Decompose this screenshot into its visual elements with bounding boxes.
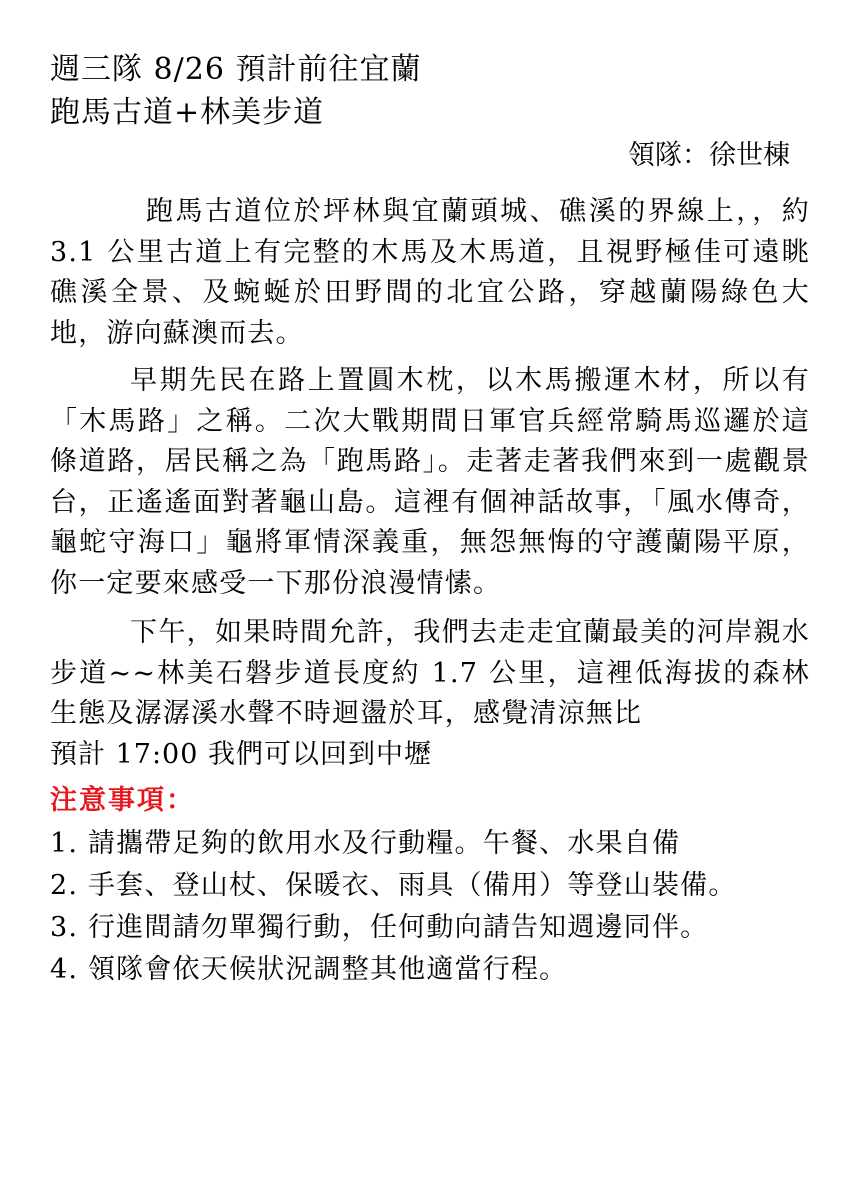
notes-item: 4. 領隊會依天候狀況調整其他適當行程。: [50, 954, 568, 985]
paragraph-afternoon: 下午，如果時間允許，我們去走走宜蘭最美的河岸親水步道~~林美石磐步道長度約 1.7 公里，這裡低海拔的森林生態及潺潺溪水聲不時迴盪於耳，感覺清涼無比: [50, 617, 810, 729]
notes-item: 3. 行進間請勿單獨行動，任何動向請告知週邊同伴。: [50, 912, 709, 943]
paragraph-history: 早期先民在路上置圓木枕，以木馬搬運木材，所以有「木馬路」之稱。二次大戰期間日軍官兵經常騎馬巡邏於這條道路，居民稱之為「跑馬路」。走著走著我們來到一處觀景台，正遙遙面對著龜山島。這裡有個神話故事，「風水傳奇，龜蛇守海口」龜將軍情深義重，無怨無悔的守護蘭陽平原，你一定要來感受一下那份浪漫情愫。: [50, 365, 810, 599]
paragraph-intro: 跑馬古道位於坪林與宜蘭頭城、礁溪的界線上，，約 3.1 公里古道上有完整的木馬及木馬道，且視野極佳可遠眺礁溪全景、及蜿蜒於田野間的北宜公路，穿越蘭陽綠色大地，游向蘇澳而去。: [50, 196, 810, 349]
title-line-1: 週三隊 8/26 預計前往宜蘭: [50, 52, 422, 87]
notes-list: [50, 823, 810, 991]
notes-item: 2. 手套、登山杖、保暖衣、雨具（備用）等登山裝備。: [50, 870, 737, 901]
leader-name: 領隊：徐世棟: [628, 140, 790, 171]
notes-item: 1. 請攜帶足夠的飲用水及行動糧。午餐、水果自備: [50, 828, 681, 859]
notes-title: 注意事項：: [50, 785, 195, 816]
document-page: [50, 48, 810, 991]
return-time: 預計 17:00 我們可以回到中壢: [50, 738, 432, 770]
title-line-2: 跑馬古道+林美步道: [50, 95, 325, 130]
